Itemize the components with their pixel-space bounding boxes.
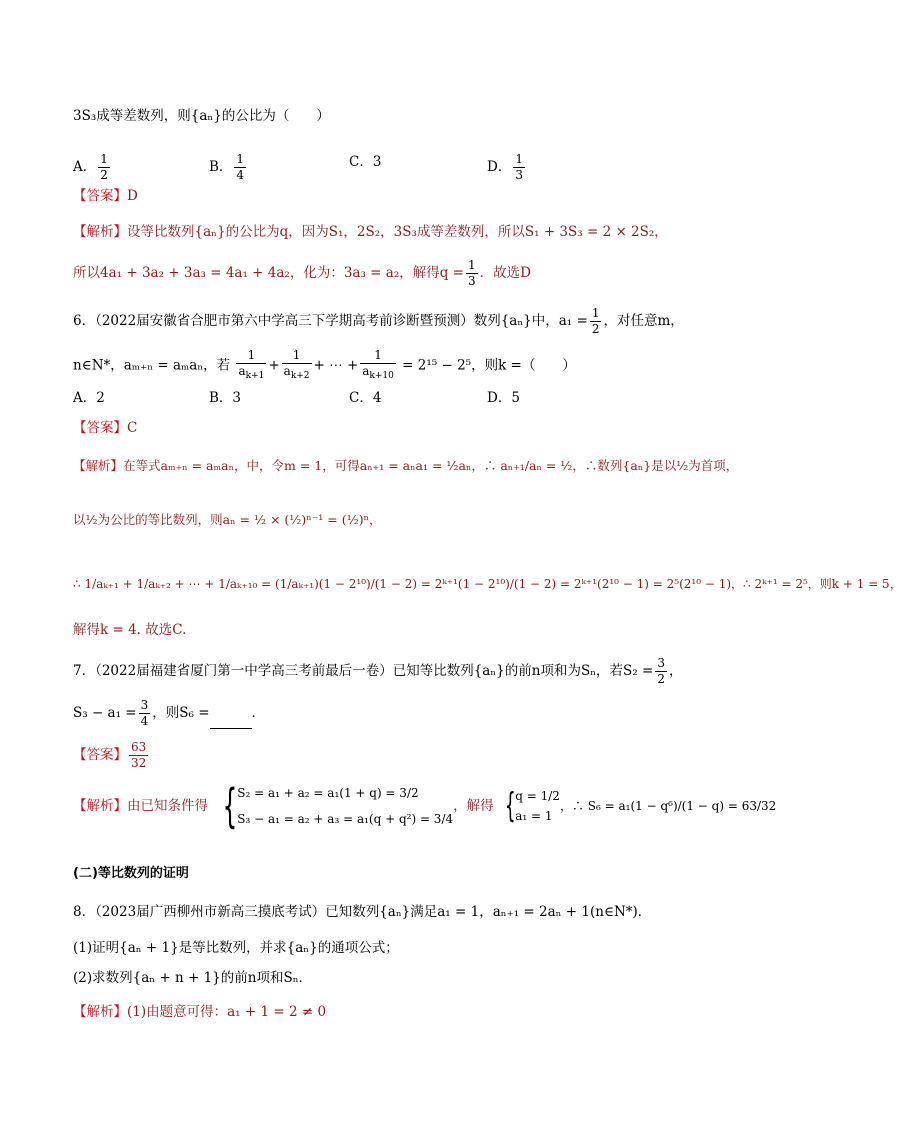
q5-stem-tail: 3S₃成等差数列，则{aₙ}的公比为（ ） [73, 108, 330, 124]
q6-analysis-line1: 【解析】在等式aₘ₊ₙ = aₘaₙ，中，令m = 1，可得aₙ₊₁ = aₙa₁ = ½aₙ，∴ aₙ₊₁/aₙ = ½，∴数列{aₙ}是以½为首项， [73, 458, 739, 473]
answer-value: C [127, 420, 138, 436]
q7-answer: 【答案】 $\frac{63}{32}$ [73, 740, 147, 770]
q6-option-b[interactable]: B．3 [209, 390, 242, 406]
analysis-tag: 【解析】 [73, 224, 127, 240]
answer-blank[interactable] [210, 714, 252, 729]
q8-analysis: 【解析】(1)由题意可得：a₁ + 1 = 2 ≠ 0 [73, 1004, 327, 1020]
q5-option-d[interactable]: D． $\frac{1}{3}$ [487, 152, 523, 182]
q8-part1: (1)证明{aₙ + 1}是等比数列，并求{aₙ}的通项公式； [73, 940, 399, 956]
q5-option-c[interactable]: C．3 [349, 154, 382, 170]
q5-analysis-line2: 所以4a₁ + 3a₂ + 3a₃ = 4a₁ + 4a₂，化为：3a₃ = a₂，解得q = $\frac{1}{3}$ ．故选D [73, 258, 531, 288]
left-brace-icon: { [222, 779, 238, 833]
answer-tag: 【答案】 [73, 188, 127, 204]
q5-analysis-line1: 【解析】设等比数列{aₙ}的公比为q，因为S₁，2S₂，3S₃成等差数列，所以S₁ + 3S₃ = 2 × 2S₂， [73, 224, 668, 240]
analysis-tag: 【解析】 [73, 798, 127, 814]
q7-stem-line2: S₃ − a₁ = $\frac{3}{4}$ ，则S₆ = ． [73, 698, 266, 728]
q7-stem-line1: 7．（2022届福建省厦门第一中学高三考前最后一卷）已知等比数列{aₙ}的前n项和为Sₙ，若S₂ = $\frac{3}{2}$ ， [73, 656, 683, 686]
q5-option-b[interactable]: B． $\frac{1}{4}$ [209, 152, 245, 182]
q8-part2: (2)求数列{aₙ + n + 1}的前n项和Sₙ． [73, 970, 313, 986]
q5-answer [73, 186, 138, 206]
q6-analysis-line4: 解得k = 4. 故选C. [73, 622, 187, 638]
q6-option-a[interactable]: A．2 [73, 390, 105, 406]
analysis-tag: 【解析】 [73, 1004, 127, 1020]
q8-stem-line1: 8．（2023届广西柳州市新高三摸底考试）已知数列{aₙ}满足a₁ = 1，aₙ₊₁ = 2aₙ + 1(n∈N*)． [73, 904, 652, 920]
q6-option-d[interactable]: D．5 [487, 390, 520, 406]
q5-options [73, 146, 733, 180]
left-brace-icon: { [504, 786, 516, 826]
answer-tag: 【答案】 [73, 747, 127, 763]
q6-stem-line1: 6．（2022届安徽省合肥市第六中学高三下学期高考前诊断暨预测）数列{aₙ}中，a₁ = $\frac{1}{2}$ ，对任意m， [73, 306, 684, 336]
q6-analysis-line2: 以½为公比的等比数列，则aₙ = ½ × (½)ⁿ⁻¹ = (½)ⁿ， [73, 512, 382, 527]
section-title: (二)等比数列的证明 [73, 866, 189, 881]
q5-option-a[interactable]: A． $\frac{1}{2}$ [73, 152, 108, 182]
q6-options [73, 388, 733, 408]
q6-answer [73, 418, 137, 438]
q6-option-c[interactable]: C．4 [349, 390, 382, 406]
q6-stem-line2: n∈N*，aₘ₊ₙ = aₘaₙ，若 $\frac{1}{a_{k+1}}$ + $\frac{1}{a_{k+2}}$ + ⋯ + $\frac{1}{a_{k+10}}$ = 2¹⁵ − 2⁵，则k =（ ） [73, 348, 576, 381]
q7-analysis: 【解析】由已知条件得 { S₂ = a₁ + a₂ = a₁(1 + q) = 3/2 S₃ − a₁ = a₂ + a₃ = a₁(q + q²) = 3/4 ，解得 { q = 1/2 a₁ = 1 ，∴ S₆ = a₁(1 − q⁶)/(1 − q) = 63/32 [73, 779, 777, 833]
q6-analysis-line3: ∴ 1/aₖ₊₁ + 1/aₖ₊₂ + ⋯ + 1/aₖ₊₁₀ = (1/aₖ₊₁)(1 − 2¹⁰)/(1 − 2) = 2ᵏ⁺¹(1 − 2¹⁰)/(1 − 2) = 2ᵏ⁺¹(2¹⁰ − 1) = 2⁵(2¹⁰ − 1)，∴ 2ᵏ⁺¹ = 2⁵，则k + 1 = 5， [73, 577, 902, 591]
analysis-tag: 【解析】 [73, 458, 124, 473]
answer-value: D [127, 188, 138, 204]
answer-tag: 【答案】 [73, 420, 127, 436]
